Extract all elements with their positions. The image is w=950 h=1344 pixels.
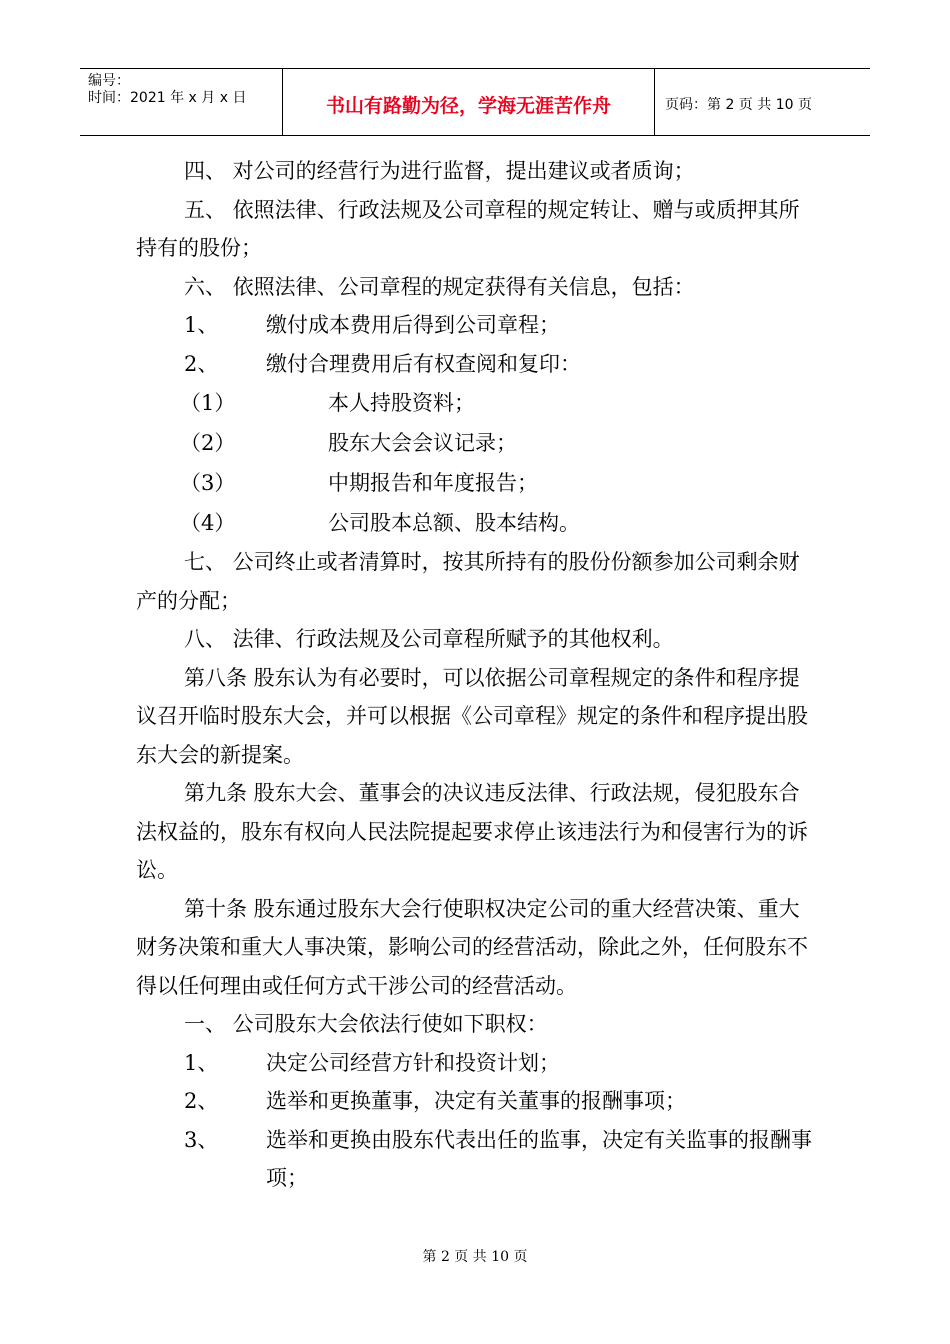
sub-list-item (136, 423, 814, 463)
list-item-number: 1、 (184, 313, 219, 337)
sub-list-item (136, 463, 814, 503)
sub-list-item-text: 本人持股资料； (328, 391, 475, 415)
sub-list-item-text: 股东大会会议记录； (328, 431, 517, 455)
sub-list-item (136, 383, 814, 423)
sub-list-item-number: （3） (180, 471, 236, 495)
list-item-number: 2、 (184, 1089, 219, 1113)
sub-list-item-number: （1） (180, 391, 236, 415)
paragraph: 七、 公司终止或者清算时，按其所持有的股份份额参加公司剩余财产的分配； (136, 550, 800, 613)
list-item-text: 决定公司经营方针和投资计划； (266, 1050, 560, 1075)
paragraph: 四、 对公司的经营行为进行监督，提出建议或者质询； (184, 159, 695, 183)
paragraph: 八、 法律、行政法规及公司章程所赋予的其他权利。 (184, 627, 674, 651)
list-item (136, 345, 814, 384)
list-item (136, 306, 814, 345)
sub-list-item-text: 中期报告和年度报告； (328, 471, 538, 495)
sub-list-item-number: （2） (180, 431, 236, 455)
list-item (136, 1082, 814, 1121)
date-label: 时间：2021 年 x 月 x 日 (88, 90, 247, 106)
list-item-text: 缴付合理费用后有权查阅和复印： (266, 351, 581, 376)
list-item-text: 缴付成本费用后得到公司章程； (266, 313, 560, 337)
article-8: 第八条 股东认为有必要时，可以依据公司章程规定的条件和程序提议召开临时股东大会，并可以根据《公司章程》规定的条件和程序提出股东大会的新提案。 (136, 665, 808, 767)
number-label: 编号： (88, 73, 130, 89)
sub-list-item (136, 503, 814, 543)
list-item (136, 1044, 814, 1083)
list-item-text: 选举和更换由股东代表出任的监事，决定有关监事的报酬事项； (266, 1127, 812, 1190)
header-page-info: 页码：第 2 页 共 10 页 (665, 97, 812, 113)
header-meta (80, 69, 283, 135)
page-header (80, 68, 870, 136)
article-10: 第十条 股东通过股东大会行使职权决定公司的重大经营决策、重大财务决策和重大人事决策，影响公司的经营活动，除此之外，任何股东不得以任何理由或任何方式干涉公司的经营活动。 (136, 896, 808, 998)
list-item-number: 2、 (184, 351, 219, 376)
paragraph: 五、 依照法律、行政法规及公司章程的规定转让、赠与或质押其所持有的股份； (136, 197, 800, 260)
document-body (136, 152, 814, 1198)
paragraph: 六、 依照法律、公司章程的规定获得有关信息，包括： (184, 274, 695, 299)
page-footer: 第 2 页 共 10 页 (422, 1249, 528, 1265)
list-item-number: 3、 (184, 1127, 219, 1152)
sub-list-item-text: 公司股本总额、股本结构。 (328, 511, 580, 535)
list-item-number: 1、 (184, 1050, 219, 1075)
section-heading: 一、 公司股东大会依法行使如下职权： (184, 1012, 548, 1036)
list-item (136, 1121, 814, 1198)
list-item-text: 选举和更换董事，决定有关董事的报酬事项； (266, 1089, 686, 1113)
article-9: 第九条 股东大会、董事会的决议违反法律、行政法规，侵犯股东合法权益的，股东有权向人民法院提起要求停止该违法行为和侵害行为的诉讼。 (136, 781, 808, 882)
sub-list-item-number: （4） (180, 511, 236, 535)
header-motto: 书山有路勤为径，学海无涯苦作舟 (283, 69, 655, 135)
